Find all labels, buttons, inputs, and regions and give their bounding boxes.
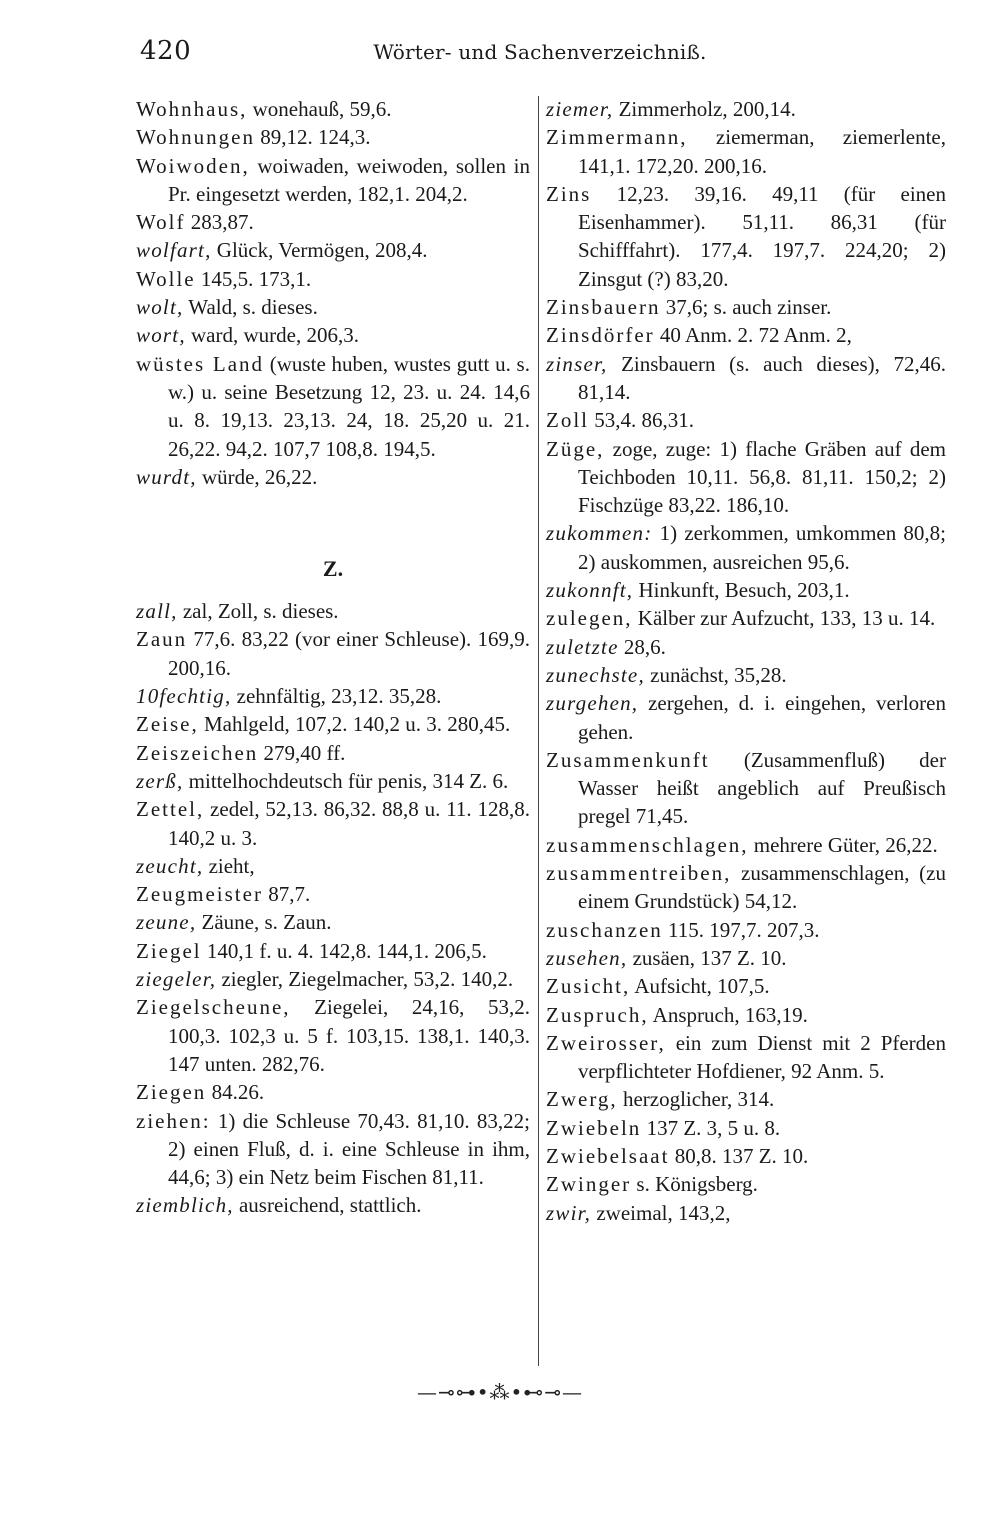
index-entry [546,746,946,831]
entry-references: zusammenschlagen, (zu einem Grundstück) 54,12. [578,861,946,914]
entry-headword: 10fechtig, [136,684,232,709]
entry-references: mehrere Güter, 26,22. [748,832,938,857]
index-entry [546,859,946,916]
entry-headword: zeune, [136,910,197,935]
entry-references: woiwaden, weiwoden, sollen in Pr. eingesetzt werden, 182,1. 204,2. [168,153,530,206]
index-entry [546,406,946,434]
index-entry [136,597,530,625]
index-entry [546,604,946,632]
entry-headword: Züge, [546,436,605,461]
index-entry [136,95,530,123]
entry-headword: Zusicht, [546,974,631,999]
index-entry [136,293,530,321]
entry-headword: wurdt, [136,464,197,489]
left-column [136,95,530,1220]
right-column [546,95,946,1227]
entry-headword: wolt, [136,295,184,320]
entry-references: Wald, s. dieses. [183,295,318,320]
entry-headword: zurgehen, [546,691,639,716]
entry-references: 283,87. [185,210,254,235]
entry-references: 115. 197,7. 207,3. [662,917,820,942]
entry-headword: Zwerg, [546,1087,618,1112]
running-title: Wörter- und Sachenverzeichniß. [373,40,707,64]
entry-headword: wort, [136,323,186,348]
entry-headword: Zuspruch, [546,1002,649,1027]
entry-headword: ziehen: [136,1108,211,1133]
entry-headword: Zwiebeln [546,1115,642,1140]
entry-references: Kälber zur Aufzucht, 133, 13 u. 14. [632,606,936,631]
entry-headword: zuletzte [546,634,619,659]
entry-references: ward, wurde, 206,3. [185,323,359,348]
entry-references: Zäune, s. Zaun. [196,910,332,935]
entry-headword: Woiwoden, [136,153,250,178]
index-entry [546,831,946,859]
index-entry [136,937,530,965]
entry-headword: Zwiebelsaat [546,1143,670,1168]
entry-headword: Zoll [546,408,589,433]
entry-headword: Zettel, [136,797,205,822]
index-entry [136,208,530,236]
entry-references: 279,40 ff. [258,740,346,765]
index-entry [546,95,946,123]
entry-references: Glück, Vermögen, 208,4. [211,238,428,263]
index-entry [136,1078,530,1106]
entry-headword: zinser, [546,351,608,376]
entry-references: 80,8. 137 Z. 10. [669,1143,809,1168]
entry-references: (wuste huben, wustes gutt u. s. w.) u. seine Besetzung 12, 23. u. 24. 14,6 u. 8. 19,13. 23,13. 24, 18. 25,20 u. 21. 26,22. 94,2. 107,7 108,8. 194,5. [168,351,530,461]
entry-headword: Wohnhaus, [136,97,248,121]
entry-headword: Wolf [136,210,186,235]
index-entry [546,1085,946,1113]
entry-headword: zeucht, [136,853,204,878]
index-entry [546,435,946,520]
column-divider [538,96,539,1366]
entry-headword: Zins [546,181,592,206]
entry-references: würde, 26,22. [196,464,318,489]
entry-headword: Zwinger [546,1172,632,1197]
entry-references: zieht, [203,853,255,878]
index-entry [546,633,946,661]
index-entry [136,880,530,908]
index-entry [136,965,530,993]
index-entry [136,767,530,795]
index-entry [546,321,946,349]
entry-references: zedel, 52,13. 86,32. 88,8 u. 11. 128,8. 140,2 u. 3. [168,797,530,850]
entry-headword: Zinsbauern [546,295,661,320]
index-entry [546,916,946,944]
index-entry [546,944,946,972]
entry-headword: Zaun [136,627,188,652]
index-entry [136,795,530,852]
entry-headword: wolfart, [136,238,212,263]
entry-headword: zusammentreiben, [546,861,732,886]
page-number: 420 [140,36,192,66]
index-entry [546,1029,946,1086]
entry-headword: Ziegelscheune, [136,995,291,1020]
index-entry [546,180,946,293]
index-entry [136,463,530,491]
section-gap [136,491,530,547]
entry-headword: zuschanzen [546,917,663,942]
index-entry [136,710,530,738]
index-entry [136,739,530,767]
entry-references: s. Königsberg. [631,1172,758,1197]
index-entry [136,123,530,151]
entry-headword: Zinsdörfer [546,323,655,348]
entry-references: ausreichend, stattlich. [233,1193,422,1218]
index-entry [136,993,530,1078]
entry-references: 53,4. 86,31. [589,408,694,433]
index-entry [546,1001,946,1029]
entry-headword: ziemer, [546,97,614,121]
index-entry [136,682,530,710]
entry-headword: zulegen, [546,606,633,631]
entry-references: 12,23. 39,16. 49,11 (für einen Eisenhammer). 51,11. 86,31 (für Schifffahrt). 177,4. 197,7. 224,20; 2) Zinsgut (?) 83,20. [578,181,946,291]
entry-headword: Zeiszeichen [136,740,259,765]
index-entry [136,236,530,264]
entry-headword: Ziegel [136,938,202,963]
entry-references: 40 Anm. 2. 72 Anm. 2, [654,323,852,348]
entry-headword: zunechste, [546,662,645,687]
index-entry [136,350,530,463]
entry-references: 145,5. 173,1. [195,266,312,291]
entry-headword: ziemblich, [136,1193,234,1218]
entry-references: zoge, zuge: 1) flache Gräben auf dem Teichboden 10,11. 56,8. 81,11. 150,2; 2) Fischzüge 83,22. 186,10. [578,436,946,518]
entry-references: 84.26. [206,1080,265,1105]
entry-headword: Zeise, [136,712,199,737]
entry-references: ziegler, Ziegelmacher, 53,2. 140,2. [216,967,514,992]
entry-headword: Zimmermann, [546,125,688,150]
entry-references: 1) zerkommen, umkommen 80,8; 2) auskommen, ausreichen 95,6. [578,521,946,574]
entry-references: Hinkunft, Besuch, 203,1. [633,578,850,603]
entry-references: Zimmerholz, 200,14. [613,97,796,121]
entry-headword: zall, [136,599,178,624]
index-entry [546,1199,946,1227]
entry-references: (Zusammenfluß) der Wasser heißt angeblich auf Preußisch pregel 71,45. [578,747,946,829]
entry-references: Aufsicht, 107,5. [630,974,770,999]
entry-headword: zukonnft, [546,578,634,603]
entry-references: 87,7. [262,882,311,907]
entry-headword: zusehen, [546,945,628,970]
index-entry [546,1170,946,1198]
index-entry [136,1107,530,1192]
entry-references: 140,1 f. u. 4. 142,8. 144,1. 206,5. [201,938,487,963]
entry-references: 1) die Schleuse 70,43. 81,10. 83,22; 2) einen Fluß, d. i. eine Schleuse in ihm, 44,6; 3) ein Netz beim Fischen 81,11. [168,1108,530,1190]
entry-headword: zwir, [546,1200,592,1225]
entry-references: zunächst, 35,28. [644,662,787,687]
index-entry [546,972,946,1000]
index-entry [136,852,530,880]
entry-references: herzoglicher, 314. [617,1087,775,1112]
entry-headword: Wolle [136,266,196,291]
index-entry [136,625,530,682]
entry-headword: Zusammenkunft [546,747,710,772]
entry-references: 137 Z. 3, 5 u. 8. [641,1115,781,1140]
entry-references: ein zum Dienst mit 2 Pferden verpflichteter Hofdiener, 92 Anm. 5. [578,1030,946,1084]
index-entry [546,689,946,746]
end-ornament: —⊸⊶•⁂•⊷⊸— [416,1380,584,1404]
left-entries-z [136,597,530,1220]
index-entry [546,1142,946,1170]
index-entry [136,908,530,936]
entry-headword: wüstes Land [136,351,265,376]
index-entry [136,321,530,349]
index-entry [136,1191,530,1219]
index-entry [546,350,946,407]
entry-references: zergehen, d. i. eingehen, verloren gehen. [578,691,946,744]
entry-references: zehnfältig, 23,12. 35,28. [231,684,442,709]
entry-headword: zerß, [136,768,184,793]
entry-references: Anspruch, 163,19. [648,1002,808,1027]
entry-references: ziemerman, ziemerlente, 141,1. 172,20. 200,16. [578,125,946,178]
index-entry [546,1114,946,1142]
entry-headword: Wohnungen [136,125,255,150]
index-entry [136,152,530,209]
entry-headword: ziegeler, [136,967,217,992]
entry-references: zweimal, 143,2, [591,1200,731,1225]
entry-references: 77,6. 83,22 (vor einer Schleuse). 169,9. 200,16. [168,627,530,680]
index-entry [546,293,946,321]
index-entry [546,661,946,689]
entry-headword: Ziegen [136,1080,207,1105]
index-entry [136,265,530,293]
entry-headword: zukommen: [546,521,653,546]
entry-references: 28,6. [618,634,666,659]
entry-references: mittelhochdeutsch für penis, 314 Z. 6. [183,768,509,793]
entry-references: Ziegelei, 24,16, 53,2. 100,3. 102,3 u. 5 f. 103,15. 138,1. 140,3. 147 unten. 282,76. [168,995,530,1076]
entry-headword: Zweirosser, [546,1030,666,1055]
entry-references: 37,6; s. auch zinser. [660,295,832,320]
entry-references: Mahlgeld, 107,2. 140,2 u. 3. 280,45. [198,712,511,737]
entry-references: wonehauß, 59,6. [247,97,392,121]
index-entry [546,519,946,576]
section-letter-heading: Z. [322,556,344,582]
index-entry [546,123,946,180]
entry-headword: Zeugmeister [136,882,263,907]
index-entry [546,576,946,604]
entry-references: zal, Zoll, s. dieses. [177,599,339,624]
entry-references: 89,12. 124,3. [254,125,371,150]
entry-references: zusäen, 137 Z. 10. [627,945,787,970]
entry-headword: zusammenschlagen, [546,832,749,857]
page-header [140,36,940,76]
left-entries-w [136,95,530,491]
entry-references: Zinsbauern (s. auch dieses), 72,46. 81,14. [578,351,946,404]
